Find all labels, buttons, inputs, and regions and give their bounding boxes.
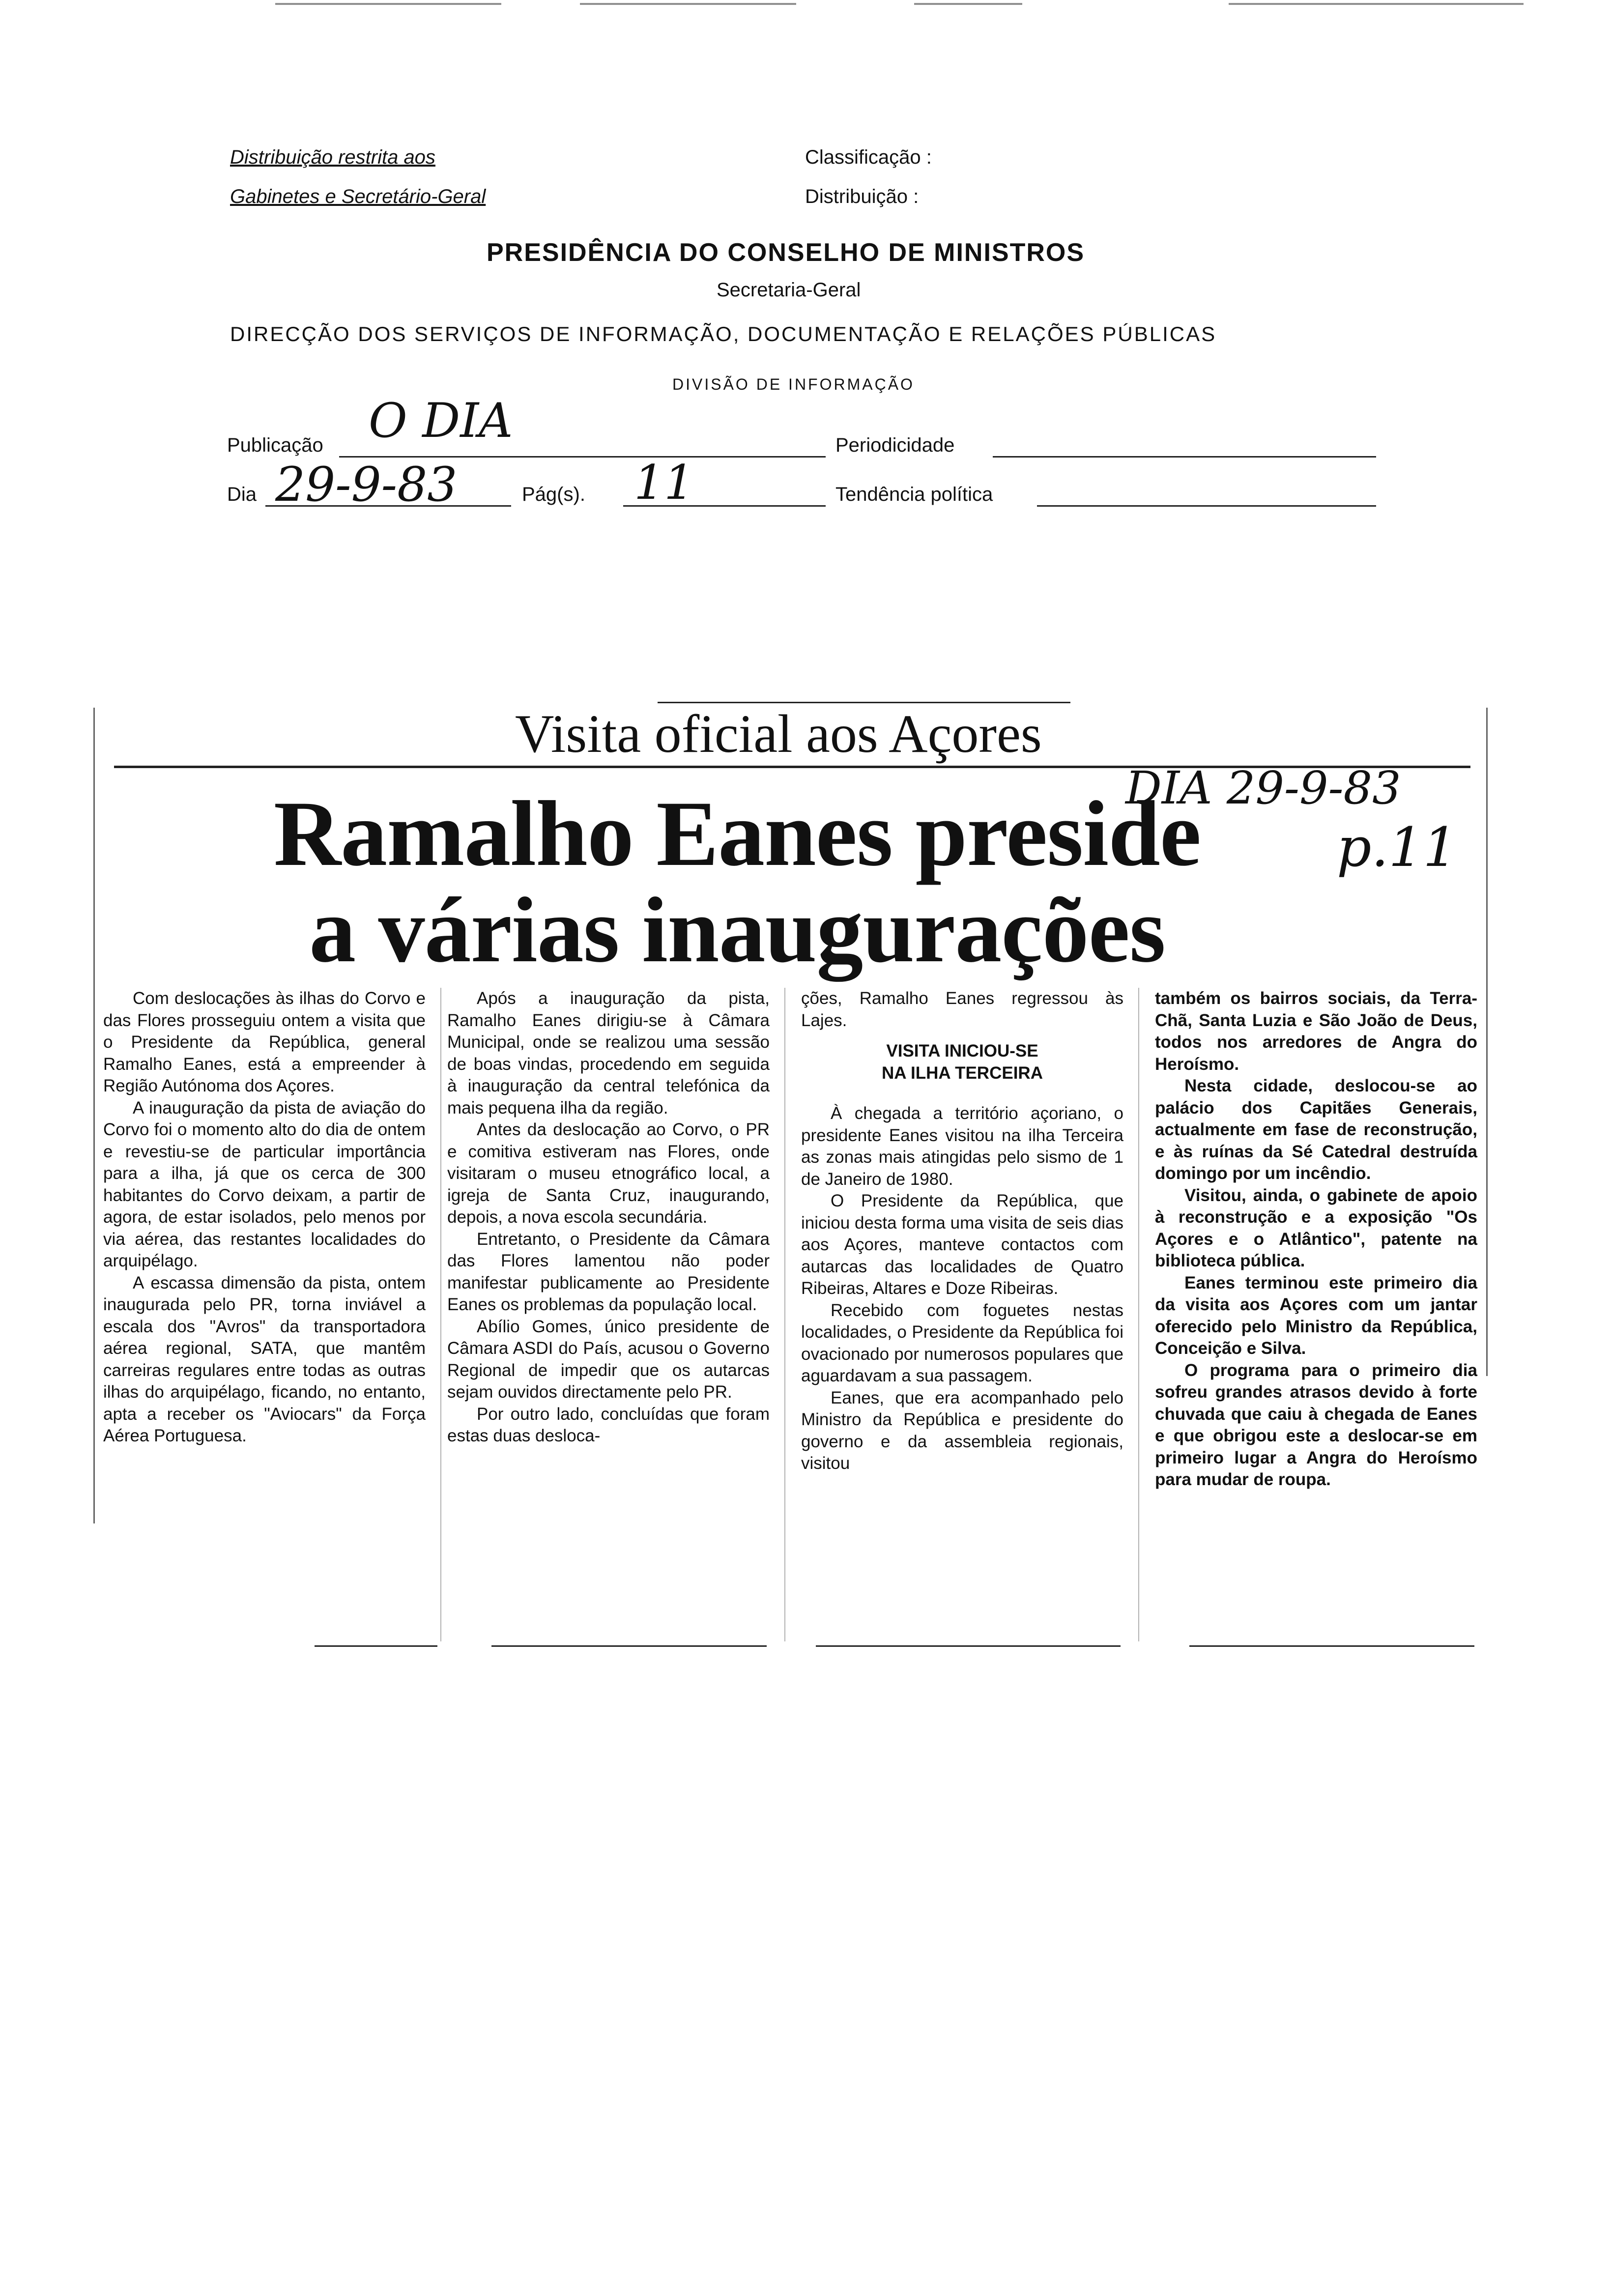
direccao-servicos: DIRECÇÃO DOS SERVIÇOS DE INFORMAÇÃO, DOCUMENTAÇÃO E RELAÇÕES PÚBLICAS xyxy=(230,322,1217,345)
dia-handwritten-value: 29-9-83 xyxy=(275,457,458,512)
restricted-distribution-line2: Gabinetes e Secretário-Geral xyxy=(230,186,486,207)
publicacao-handwritten-value: O DIA xyxy=(369,393,513,448)
col2-paragraph: Antes da deslocação ao Corvo, o PR e comitiva estiveram nas Flores, onde visitaram o museu etnográfico local, a igreja de Santa Cruz, inaugurando, depois, a nova escola secundária. xyxy=(447,1120,770,1227)
col1-paragraph: A inauguração da pista de aviação do Corvo foi o momento alto do dia de ontem e revestiu-se de particular importância para a ilha, já que os cerca de 300 habitantes do Corvo deixam, a partir de agora, de estar isolados, pelo menos por via aérea, das restantes localidades do arquipélago. xyxy=(103,1098,426,1270)
col3-continuation: ções, Ramalho Eanes regressou às Lajes. xyxy=(801,989,1123,1030)
col4-paragraph: Nesta cidade, deslocou-se ao palácio dos Capitães Generais, actualmente em fase de reconstrução, e às ruínas da Sé Catedral destruída domingo por um incêndio. xyxy=(1155,1076,1477,1183)
distribuicao-label: Distribuição : xyxy=(805,186,919,207)
col2-paragraph: Após a inauguração da pista, Ramalho Eanes dirigiu-se à Câmara Municipal, onde se realizou uma sessão de boas vindas, procedendo em seguida à inauguração da central telefónica da mais pequena ilha da região. xyxy=(447,989,770,1118)
col4-paragraph: Visitou, ainda, o gabinete de apoio à reconstrução e a exposição "Os Açores e o Atlântico", patente na biblioteca pública. xyxy=(1155,1185,1477,1270)
handwritten-date-annotation: DIA 29-9-83 xyxy=(1125,762,1401,814)
column-divider xyxy=(1138,988,1139,1641)
col2-paragraph: Por outro lado, concluídas que foram estas duas desloca- xyxy=(447,1404,770,1445)
clipping-bottom-rule xyxy=(816,1645,1121,1647)
clipping-left-edge xyxy=(93,708,95,1523)
col4-paragraph: O programa para o primeiro dia sofreu grandes atrasos devido à forte chuvada que caiu à chegada de Eanes e que obrigou este a deslocar-se em primeiro lugar a Angra do Heroísmo para mudar de roupa. xyxy=(1155,1360,1477,1489)
scan-edge-mark xyxy=(1229,3,1524,5)
article-column-1 xyxy=(103,988,426,1447)
col4-paragraph: Eanes terminou este primeiro dia da visita aos Açores com um jantar oferecido pelo Ministro da República, Conceição e Silva. xyxy=(1155,1273,1477,1358)
col3-paragraph: À chegada a território açoriano, o presidente Eanes visitou na ilha Terceira as zonas mais atingidas pelo sismo de 1 de Janeiro de 1980. xyxy=(801,1104,1123,1189)
col2-paragraph: Entretanto, o Presidente da Câmara das Flores lamentou não poder manifestar publicamente ao Presidente Eanes os problemas da população local. xyxy=(447,1229,770,1314)
tendencia-label: Tendência política xyxy=(835,484,993,505)
headline xyxy=(197,782,1278,982)
col3-subheading-line2: NA ILHA TERCEIRA xyxy=(882,1063,1043,1083)
handwritten-page-annotation: p.11 xyxy=(1337,816,1458,879)
secretaria-geral: Secretaria-Geral xyxy=(717,279,861,301)
divisao-informacao: DIVISÃO DE INFORMAÇÃO xyxy=(672,375,915,393)
clipping-bottom-rule xyxy=(491,1645,767,1647)
periodicidade-underline xyxy=(993,456,1376,458)
col3-paragraph: O Presidente da República, que iniciou desta forma uma visita de seis dias aos Açores, manteve contactos com autarcas das localidades de Quatro Ribeiras, Altares e Doze Ribeiras. xyxy=(801,1191,1123,1298)
clipping-bottom-rule xyxy=(315,1645,437,1647)
col1-paragraph: Com deslocações às ilhas do Corvo e das Flores prosseguiu ontem a visita que o Presidente da República, general Ramalho Eanes, está a empreender à Região Autónoma dos Açores. xyxy=(103,989,426,1095)
scan-edge-mark xyxy=(275,3,501,5)
clipping-right-edge xyxy=(1486,708,1488,1376)
headline-line1: Ramalho Eanes preside xyxy=(273,782,1201,886)
scan-edge-mark xyxy=(914,3,1022,5)
column-divider xyxy=(784,988,785,1641)
dia-label: Dia xyxy=(227,484,257,505)
article-column-4 xyxy=(1155,988,1477,1491)
col4-continuation: também os bairros sociais, da Terra-Chã, Santa Luzia e São João de Deus, todos nos arredores de Angra do Heroísmo. xyxy=(1155,989,1477,1074)
restricted-distribution-line1: Distribuição restrita aos xyxy=(230,146,435,168)
scan-edge-mark xyxy=(580,3,796,5)
col3-paragraph: Eanes, que era acompanhado pelo Ministro da República e presidente do governo e da assembleia regionais, visitou xyxy=(801,1388,1123,1473)
tendencia-underline xyxy=(1037,505,1376,507)
column-divider xyxy=(440,988,441,1641)
article-column-2 xyxy=(447,988,770,1447)
pags-label: Pág(s). xyxy=(522,484,585,505)
article-column-3 xyxy=(801,988,1123,1475)
publicacao-label: Publicação xyxy=(227,434,323,456)
pags-handwritten-value: 11 xyxy=(634,455,694,510)
dia-underline xyxy=(265,505,511,507)
col2-paragraph: Abílio Gomes, único presidente de Câmara ASDI do País, acusou o Governo Regional de impedir que os autarcas sejam ouvidos directamente pelo PR. xyxy=(447,1317,770,1402)
section-title: Visita oficial aos Açores xyxy=(515,704,1042,764)
organization-title: PRESIDÊNCIA DO CONSELHO DE MINISTROS xyxy=(487,238,1085,267)
col1-paragraph: A escassa dimensão da pista, ontem inaugurada pelo PR, torna inviável a escala dos "Avros" da transportadora aérea regional, SATA, que mantêm carreiras regulares entre todas as outras ilhas do arquipélago, ficando, no entanto, apta a receber os "Aviocars" da Força Aérea Portuguesa. xyxy=(103,1273,426,1445)
periodicidade-label: Periodicidade xyxy=(835,434,955,456)
classificacao-label: Classificação : xyxy=(805,146,932,168)
col3-paragraph: Recebido com foguetes nestas localidades, o Presidente da República foi ovacionado por numerosos populares que aguardavam a sua passagem. xyxy=(801,1300,1123,1385)
col3-subheading-line1: VISITA INICIOU-SE xyxy=(886,1041,1038,1061)
pags-underline xyxy=(623,505,826,507)
headline-line2: a várias inaugurações xyxy=(309,878,1165,982)
clipping-bottom-rule xyxy=(1189,1645,1474,1647)
col3-subheading xyxy=(801,1040,1123,1084)
